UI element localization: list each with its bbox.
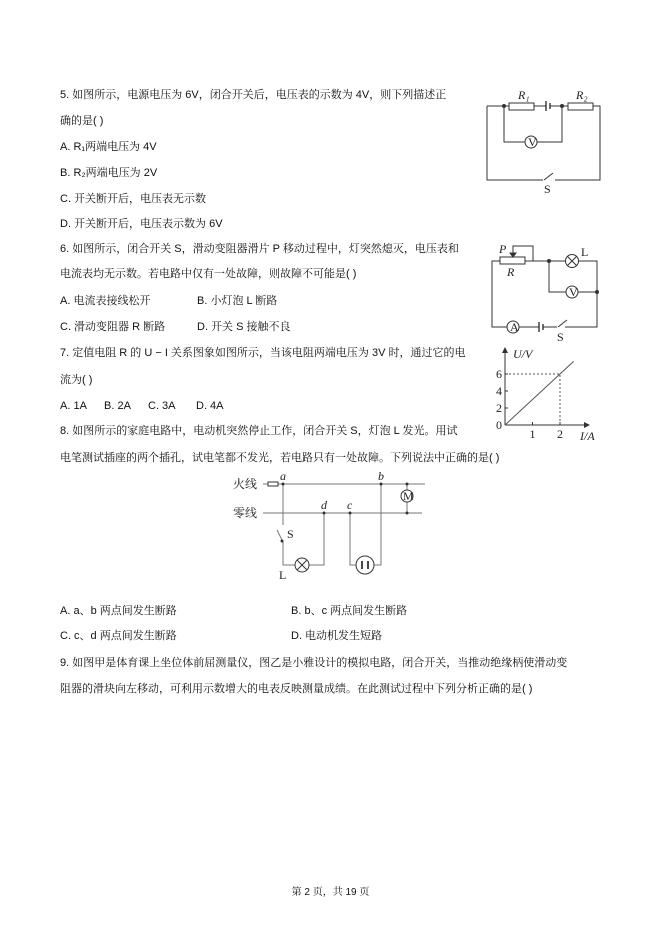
- label-neutral-wire: 零线: [233, 506, 258, 520]
- label-l: L: [581, 245, 589, 259]
- q7-option-d: D. 4A: [196, 400, 224, 412]
- q5-stem: 5. 如图所示，电源电压为 6V，闭合开关后，电压表的示数为 4V，则下列描述正: [60, 89, 447, 101]
- y-axis-label: U/V: [513, 347, 533, 361]
- label-s: S: [287, 527, 294, 541]
- q8-option-b: B. b、c 两点间发生断路: [291, 605, 408, 617]
- q8-stem-cont: 电笔测试插座的两个插孔，试电笔都不发光，若电路只有一处故障。下列说法中正确的是( ): [60, 452, 500, 464]
- label-s: S: [557, 330, 564, 344]
- q8-option-d: D. 电动机发生短路: [291, 630, 383, 642]
- q6-option-c: C. 滑动变阻器 R 断路: [60, 321, 166, 333]
- q5-option-c: C. 开关断开后，电压表无示数: [60, 193, 207, 205]
- label-c: c: [347, 498, 353, 512]
- q7-option-b: B. 2A: [104, 400, 131, 412]
- label-b: b: [378, 469, 384, 483]
- q9-stem: 9. 如图甲是体育课上坐位体前屈测量仪，图乙是小雅设计的模拟电路，闭合开关，当推动绝缘柄使滑动变: [60, 657, 568, 669]
- battery-icon: [539, 322, 543, 332]
- battery-icon: [546, 101, 550, 111]
- resistor-r2: [568, 103, 593, 110]
- x-axis-arrow: [584, 422, 590, 428]
- q5-option-a: A. R₁两端电压为 4V: [60, 141, 157, 153]
- y-axis-arrow: [502, 347, 508, 353]
- q6-option-d: D. 开关 S 接触不良: [197, 321, 291, 333]
- q7-option-c: C. 3A: [148, 400, 176, 412]
- y-tick-label: 0: [496, 418, 502, 432]
- page-footer: 第 2 页，共 19 页: [291, 887, 370, 898]
- socket-icon: [356, 556, 374, 574]
- switch-icon: [558, 320, 567, 327]
- q6-circuit-diagram: [492, 242, 599, 344]
- y-tick-label: 4: [496, 384, 502, 398]
- fuse-icon: [268, 482, 278, 486]
- q9-stem-cont: 阻器的滑块向左移动，可利用示数增大的电表反映测量成绩。在此测试过程中下列分析正确的是( ): [60, 683, 533, 695]
- q7-ui-graph: [496, 347, 595, 443]
- q6-stem: 6. 如图所示，闭合开关 S，滑动变阻器滑片 P 移动过程中，灯突然熄灭，电压表和: [60, 243, 459, 255]
- label-a: A: [510, 320, 519, 334]
- label-r1: R₁: [518, 88, 530, 102]
- label-l: L: [279, 568, 287, 582]
- q7-stem-cont: 流为( ): [60, 374, 93, 386]
- q5-option-d: D. 开关断开后，电压表示数为 6V: [60, 218, 223, 230]
- x-axis-label: I/A: [580, 429, 595, 443]
- q6-option-b: B. 小灯泡 L 断路: [197, 295, 278, 307]
- x-tick-label: 1: [529, 427, 536, 441]
- q8-household-circuit: [233, 469, 425, 582]
- label-live-wire: 火线: [233, 477, 258, 491]
- resistor-r1: [509, 103, 534, 110]
- q5-option-b: B. R₂两端电压为 2V: [60, 167, 158, 179]
- label-r: R: [507, 265, 515, 279]
- q6-stem-cont: 电流表均无示数。若电路中仅有一处故障，则故障不可能是( ): [60, 268, 357, 280]
- q5-circuit-diagram: [487, 88, 600, 196]
- label-a: a: [280, 469, 286, 483]
- data-line: [505, 361, 574, 425]
- label-m: M: [403, 489, 414, 503]
- label-v: V: [569, 285, 578, 299]
- switch-icon: [544, 173, 553, 180]
- label-r2: R₂: [576, 88, 588, 102]
- rheostat-r: [500, 257, 525, 264]
- x-tick-label: 2: [557, 427, 563, 441]
- q8-option-a: A. a、b 两点间发生断路: [60, 605, 177, 617]
- label-d: d: [321, 498, 327, 512]
- q6-option-a: A. 电流表接线松开: [60, 295, 151, 307]
- label-s: S: [544, 182, 551, 196]
- q8-option-c: C. c、d 两点间发生断路: [60, 630, 177, 642]
- q7-stem: 7. 定值电阻 R 的 U − I 关系图象如图所示，当该电阻两端电压为 3V 时，通过它的电: [60, 347, 466, 359]
- q8-stem: 8. 如图所示的家庭电路中，电动机突然停止工作，闭合开关 S，灯泡 L 发光。用试: [60, 425, 458, 437]
- y-tick-label: 6: [496, 367, 502, 381]
- q7-option-a: A. 1A: [60, 400, 87, 412]
- y-tick-label: 2: [496, 401, 502, 415]
- label-p: P: [499, 242, 507, 256]
- q5-stem-cont: 确的是( ): [60, 115, 104, 127]
- label-v: V: [528, 135, 537, 149]
